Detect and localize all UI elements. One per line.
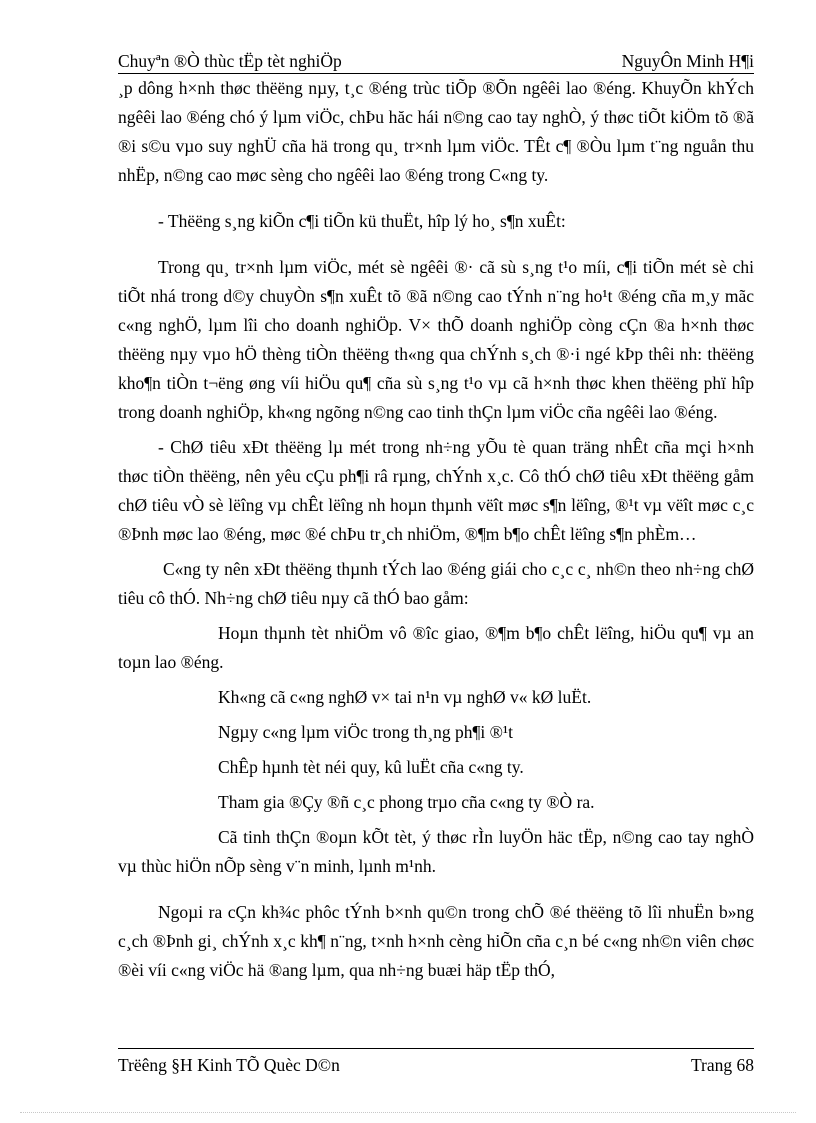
footer-institution: Trëêng §H Kinh TÕ Quèc D©n <box>118 1055 340 1075</box>
paragraph-6: Ngoµi ra cÇn kh¾c phôc tÝnh b×nh qu©n trong chÕ ®é thëëng tõ lîi nhuËn b»ng c¸ch ®Þnh gi¸ chÝnh x¸c kh¶ n¨ng, t×nh h×nh cèng hiÕn cña c¸n bé c«ng nh©n viên chøc ®èi víi c«ng viÖc hä ®ang lµm, qua nh÷ng buæi häp tËp thÓ, <box>118 902 754 980</box>
footer-rule <box>118 1048 754 1049</box>
list-item-5: Tham gia ®Çy ®ñ c¸c phong trµo cña c«ng ty ®Ò ra. <box>218 792 595 812</box>
page-body <box>118 74 754 985</box>
list-item-4: ChÊp hµnh tèt néi quy, kû luËt cña c«ng ty. <box>218 757 524 777</box>
list-item-3: Ngµy c«ng lµm viÖc trong th¸ng ph¶i ®¹t <box>218 722 514 742</box>
paragraph-1: ¸p dông h×nh thøc thëëng nµy, t¸c ®éng trùc tiÕp ®Õn ngêêi lao ®éng. KhuyÕn khÝch ngêêi lao ®éng chó ý lµm viÖc, chÞu hăc hái n©ng cao tay nghÒ, ý thøc tiÕt kiÖm tõ ®ã ®i s©u vµo suy nghÜ cña hä trong qu¸ tr×nh lµm viÖc. TÊt c¶ ®Òu lµm t¨ng nguån thu nhËp, n©ng cao møc sèng cho ngêêi lao ®éng trong C«ng ty. <box>118 78 754 185</box>
page-edge-divider <box>20 1112 796 1113</box>
paragraph-4: - ChØ tiêu xÐt thëëng lµ mét trong nh÷ng yÕu tè quan träng nhÊt cña mçi h×nh thøc tiÒn thëëng, nên yêu cÇu ph¶i râ rµng, chÝnh x¸c. Cô thÓ chØ tiêu xÐt thëëng gåm chØ tiêu vÒ sè lëîng vµ chÊt lëîng nh hoµn thµnh vëît møc s¶n lëîng, ®¹t vµ vëît møc c¸c ®Þnh møc lao ®éng, møc ®é chÞu tr¸ch nhiÖm, ®¶m b¶o chÊt lëîng s¶n phÈm… <box>118 437 754 544</box>
list-item-6: Cã tinh thÇn ®oµn kÕt tèt, ý thøc rÌn luyÖn häc tËp, n©ng cao tay nghÒ vµ thùc hiÖn nÕp sèng v¨n minh, lµnh m¹nh. <box>118 827 754 876</box>
paragraph-3: Trong qu¸ tr×nh lµm viÖc, mét sè ngêêi ®· cã sù s¸ng t¹o míi, c¶i tiÕn mét sè chi tiÕt nhá trong d©y chuyÒn s¶n xuÊt tõ ®ã n©ng cao tÝnh n¨ng ho¹t ®éng cña m¸y mãc c«ng nghÖ, lµm lîi cho doanh nghiÖp. V× thÕ doanh nghiÖp còng cÇn ®a h×nh thøc thëëng nµy vµo hÖ thèng tiÒn thëëng th«ng qua chÝnh s¸ch ®·i ngé kÞp thêi nh: thëëng kho¶n tiÒn t¬ëng øng víi hiÖu qu¶ cña sù s¸ng t¹o vµ cã h×nh thøc khen thëëng phï hîp trong doanh nghiÖp, kh«ng ngõng n©ng cao tinh thÇn lµm viÖc cña ngêêi lao ®éng. <box>118 257 754 422</box>
paragraph-2: - Thëëng s¸ng kiÕn c¶i tiÕn kü thuËt, hîp lý ho¸ s¶n xuÊt: <box>158 211 566 231</box>
page-number: Trang 68 <box>690 1055 754 1075</box>
header-title: Chuyªn ®Ò thùc tËp tèt nghiÖp <box>118 51 342 71</box>
list-item-2: Kh«ng cã c«ng nghØ v× tai n¹n vµ nghØ v« kØ luËt. <box>218 687 592 707</box>
paragraph-5: C«ng ty nên xÐt thëëng thµnh tÝch lao ®éng giái cho c¸c c¸ nh©n theo nh÷ng chØ tiêu cô thÓ. Nh÷ng chØ tiêu nµy cã thÓ bao gåm: <box>118 559 754 608</box>
list-item-1: Hoµn thµnh tèt nhiÖm vô ®îc giao, ®¶m b¶o chÊt lëîng, hiÖu qu¶ vµ an toµn lao ®éng. <box>118 623 754 672</box>
header-author: NguyÔn Minh H¶i <box>621 51 754 71</box>
